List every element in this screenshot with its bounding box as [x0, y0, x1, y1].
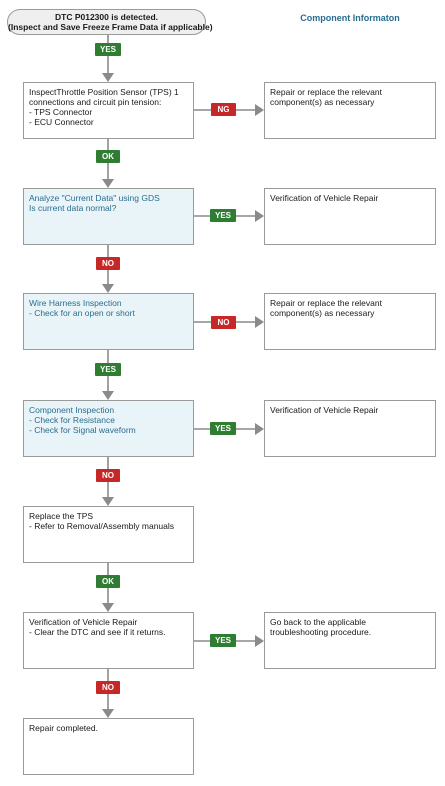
step-line: Wire Harness Inspection: [29, 298, 122, 308]
result-line: Repair or replace the relevant: [270, 87, 382, 97]
step-line: Component Inspection: [29, 405, 115, 415]
badge-no-2: NO: [96, 469, 120, 482]
result-verification-2: [264, 400, 436, 457]
badge-yes-side-3: YES: [210, 634, 236, 647]
step-line: Replace the TPS: [29, 511, 94, 521]
badge-no-1: NO: [96, 257, 120, 270]
arrow-head: [102, 603, 114, 612]
result-line: Go back to the applicable: [270, 617, 366, 627]
result-line: component(s) as necessary: [270, 97, 375, 107]
step-analyze-current-data: [23, 188, 194, 245]
arrow-head: [255, 210, 264, 222]
step-line: Repair completed.: [29, 723, 98, 733]
arrow-head: [255, 423, 264, 435]
arrow-head: [102, 391, 114, 400]
step-verification-of-vehicle-repair: [23, 612, 194, 669]
badge-ng-side: NG: [211, 103, 236, 116]
result-line: Verification of Vehicle Repair: [270, 405, 379, 415]
arrow-head: [102, 284, 114, 293]
step-line: - Check for Signal waveform: [29, 425, 136, 435]
step-line: - Check for Resistance: [29, 415, 115, 425]
badge-no-side: NO: [211, 316, 236, 329]
step-line: Verification of Vehicle Repair: [29, 617, 138, 627]
result-line: Verification of Vehicle Repair: [270, 193, 379, 203]
start-terminal: [7, 9, 213, 35]
result-line: troubleshooting procedure.: [270, 627, 372, 637]
step-line: - Check for an open or short: [29, 308, 135, 318]
badge-ok-2: OK: [96, 575, 120, 588]
badge-no-3: NO: [96, 681, 120, 694]
arrow-head: [255, 316, 264, 328]
step-replace-tps: [23, 506, 194, 563]
arrow-head: [102, 497, 114, 506]
step-line: InspectThrottle Position Sensor (TPS) 1: [29, 87, 179, 97]
step-inspect-tps: [23, 82, 194, 139]
result-verification-1: [264, 188, 436, 245]
result-repair-replace-1: [264, 82, 436, 139]
badge-yes-side-1: YES: [210, 209, 236, 222]
result-go-back: [264, 612, 436, 669]
step-line: - Refer to Removal/Assembly manuals: [29, 521, 175, 531]
step-line: Is current data normal?: [29, 203, 117, 213]
step-line: - TPS Connector: [29, 107, 93, 117]
step-component-inspection: [23, 400, 194, 457]
arrow-head: [255, 635, 264, 647]
step-line: - ECU Connector: [29, 117, 94, 127]
arrow-head: [102, 73, 114, 82]
start-line-1: DTC P012300 is detected.: [55, 12, 158, 22]
result-line: Repair or replace the relevant: [270, 298, 382, 308]
badge-yes-side-2: YES: [210, 422, 236, 435]
arrow-head: [255, 104, 264, 116]
badge-ok-1: OK: [96, 150, 120, 163]
step-repair-completed: [23, 718, 194, 775]
step-wire-harness-inspection: [23, 293, 194, 350]
badge-yes-start: YES: [95, 43, 121, 56]
start-line-2: (Inspect and Save Freeze Frame Data if applicable): [8, 22, 213, 32]
result-line: component(s) as necessary: [270, 308, 375, 318]
arrow-head: [102, 179, 114, 188]
step-line: Analyze "Current Data" using GDS: [29, 193, 160, 203]
result-repair-replace-2: [264, 293, 436, 350]
step-line: - Clear the DTC and see if it returns.: [29, 627, 166, 637]
component-info-header: Component Informaton: [300, 13, 400, 23]
step-line: connections and circuit pin tension:: [29, 97, 162, 107]
arrow-head: [102, 709, 114, 718]
badge-yes-1: YES: [95, 363, 121, 376]
